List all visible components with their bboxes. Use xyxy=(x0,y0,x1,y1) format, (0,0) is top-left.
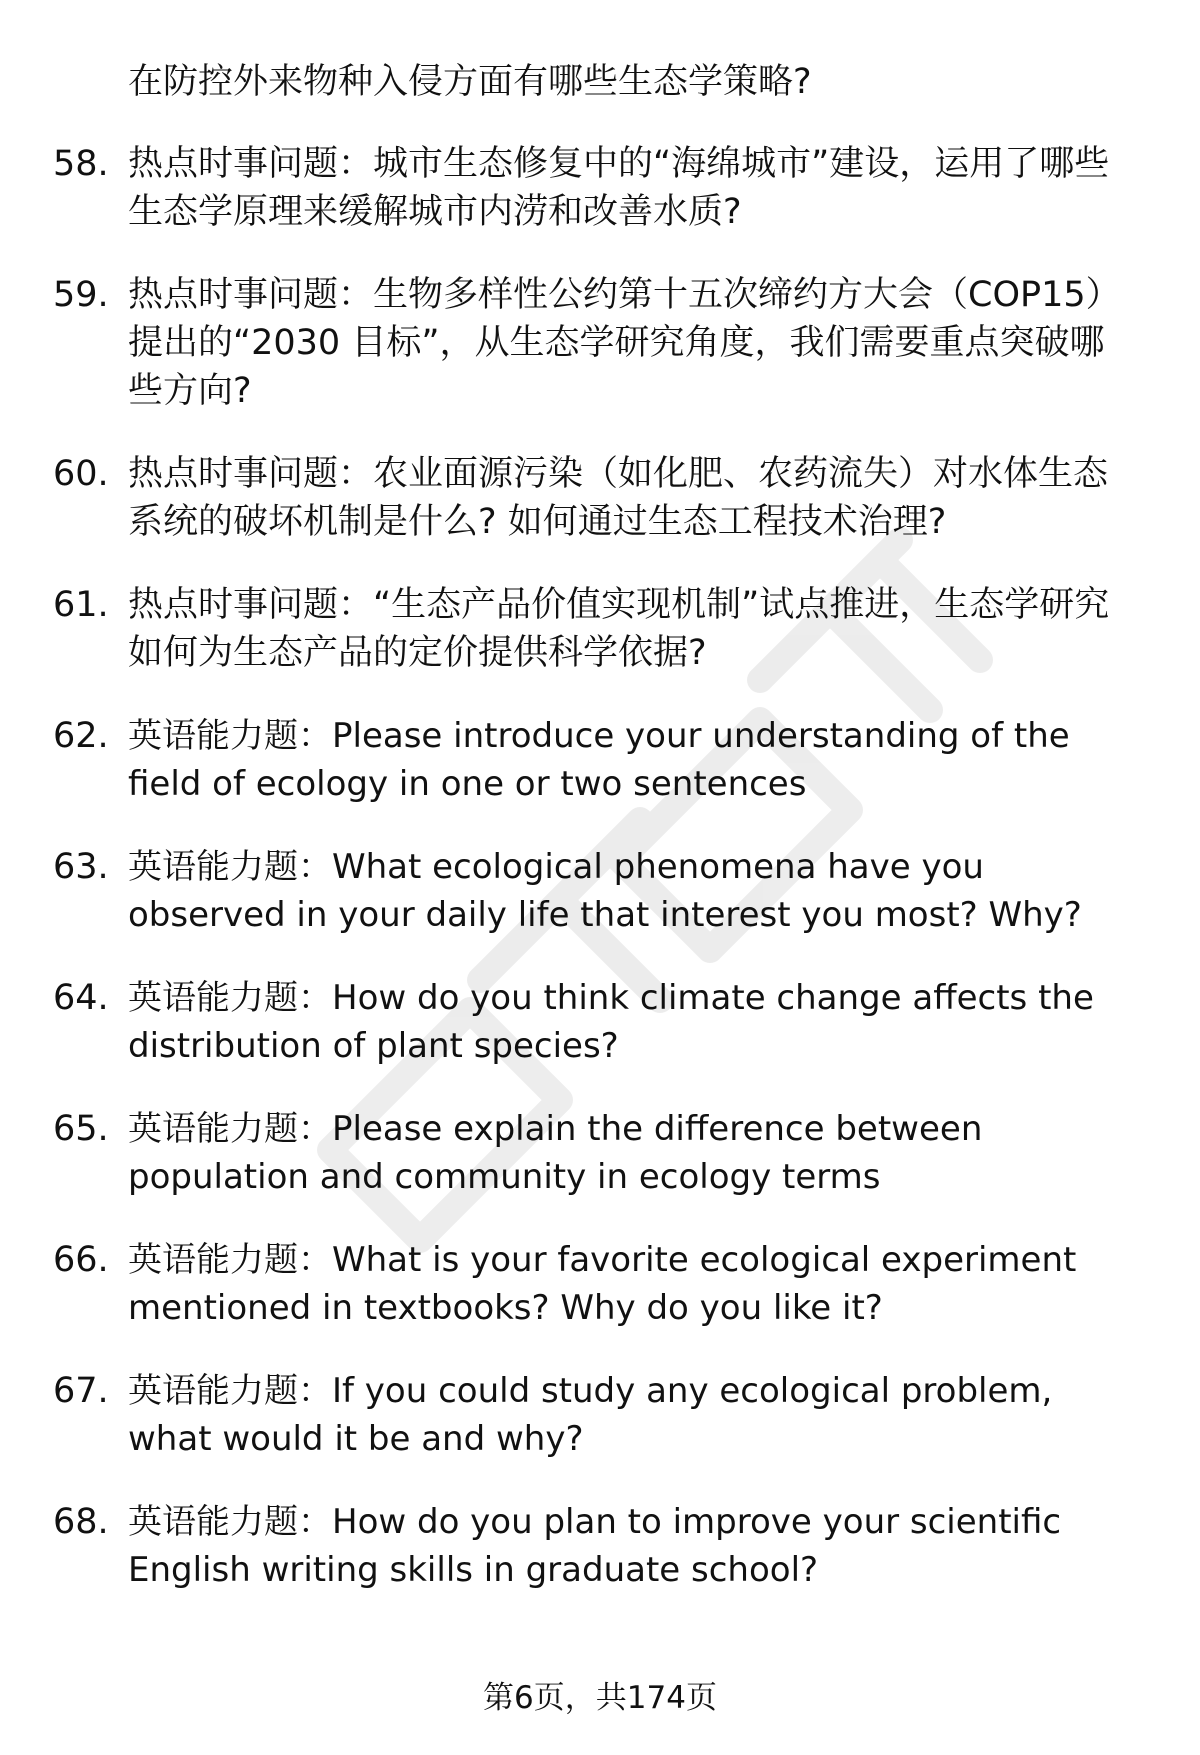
question-text: 热点时事问题：城市生态修复中的“海绵城市”建设，运用了哪些生态学原理来缓解城市内涝和改善水质? xyxy=(128,144,1110,232)
question-number: 60. xyxy=(53,454,109,494)
question-list xyxy=(0,140,1200,1629)
question-text: 热点时事问题：“生态产品价值实现机制”试点推进，生态学研究如何为生态产品的定价提供科学依据? xyxy=(128,585,1110,673)
question-item xyxy=(0,581,1200,677)
question-text: 热点时事问题：农业面源污染（如化肥、农药流失）对水体生态系统的破坏机制是什么? 如何通过生态工程技术治理? xyxy=(128,454,1109,542)
question-number: 58. xyxy=(53,144,109,184)
page-number-footer: 第6页，共174页 xyxy=(483,1680,717,1716)
question-text: 英语能力题：Please introduce your understanding of the field of ecology in one or two sentences xyxy=(128,716,1070,804)
question-text: 英语能力题：If you could study any ecological problem, what would it be and why? xyxy=(128,1371,1053,1459)
question-number: 59. xyxy=(53,275,109,315)
question-item xyxy=(0,1236,1200,1332)
question-number: 64. xyxy=(53,978,109,1018)
question-item xyxy=(0,1498,1200,1594)
question-item xyxy=(0,1105,1200,1201)
question-text: 英语能力题：Please explain the difference between population and community in ecology terms xyxy=(128,1109,983,1197)
question-text: 英语能力题：How do you think climate change affects the distribution of plant species? xyxy=(128,978,1094,1066)
continued-question-text: 在防控外来物种入侵方面有哪些生态学策略? xyxy=(128,62,812,102)
question-text: 英语能力题：How do you plan to improve your scientific English writing skills in graduate school? xyxy=(128,1502,1062,1590)
question-item xyxy=(0,974,1200,1070)
question-number: 68. xyxy=(53,1502,109,1542)
question-number: 65. xyxy=(53,1109,109,1149)
question-item xyxy=(0,843,1200,939)
question-number: 67. xyxy=(53,1371,109,1411)
question-text: 英语能力题：What ecological phenomena have you observed in your daily life that interest you most? Why? xyxy=(128,847,1082,935)
question-item xyxy=(0,1367,1200,1463)
question-number: 61. xyxy=(53,585,109,625)
question-text: 英语能力题：What is your favorite ecological experiment mentioned in textbooks? Why do you like it? xyxy=(128,1240,1077,1328)
question-number: 63. xyxy=(53,847,109,887)
question-item xyxy=(0,140,1200,236)
question-item xyxy=(0,712,1200,808)
question-number: 62. xyxy=(53,716,109,756)
question-number: 66. xyxy=(53,1240,109,1280)
question-text: 热点时事问题：生物多样性公约第十五次缔约方大会（COP15）提出的“2030 目标”，从生态学研究角度，我们需要重点突破哪些方向? xyxy=(128,275,1121,411)
question-item xyxy=(0,450,1200,546)
question-item xyxy=(0,271,1200,415)
